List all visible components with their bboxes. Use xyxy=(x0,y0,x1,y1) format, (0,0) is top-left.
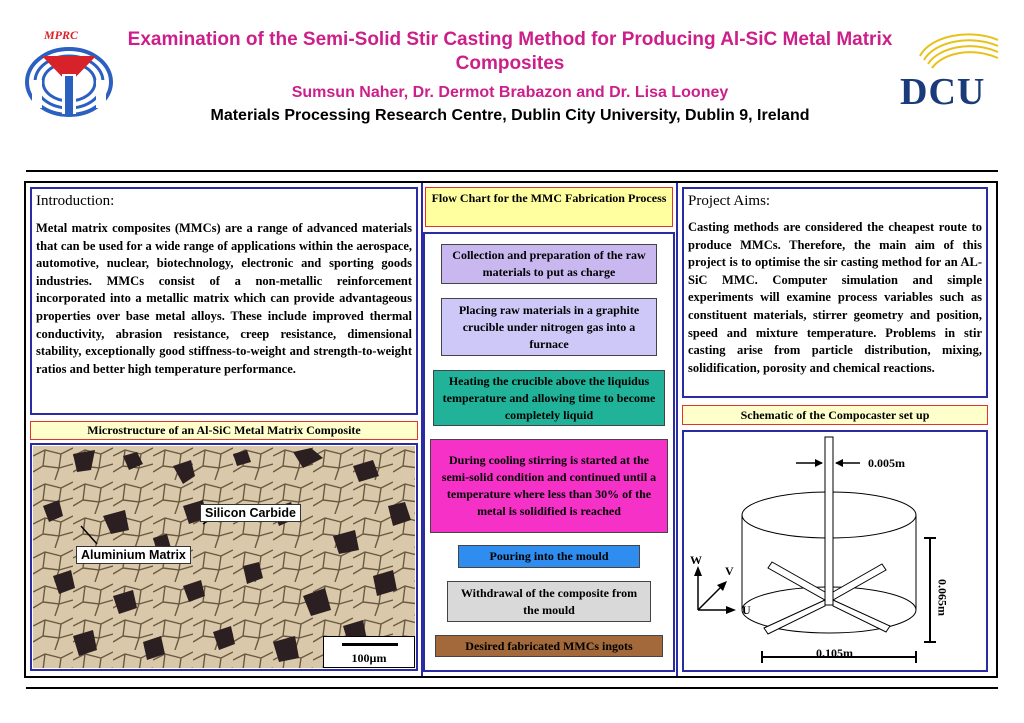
scale-bar-label: 100µm xyxy=(351,651,387,665)
poster-title: Examination of the Semi-Solid Stir Casting Method for Producing Al-SiC Metal Matrix Composites xyxy=(127,29,893,74)
aims-heading: Project Aims: xyxy=(688,193,771,209)
dim-shaft-label: 0.005m xyxy=(868,456,905,470)
header-divider xyxy=(26,170,998,172)
flow-title: Flow Chart for the MMC Fabrication Process xyxy=(425,187,673,227)
aims-box xyxy=(682,187,988,398)
label-aluminium-matrix: Aluminium Matrix xyxy=(76,546,191,564)
axis-w-label: W xyxy=(690,553,702,567)
intro-heading: Introduction: xyxy=(36,193,115,209)
dim-height-label: 0.065m xyxy=(935,579,950,616)
aims-text: Casting methods are considered the cheapest route to produce MMCs. Therefore, the main aim of this project is to optimise the sir casting method for an AL-SiC MMC. Computer simulation and simple experiments will examine process variables such as constituent materials, stirrer geometry and position, speed and mixture temperature. Problems in stir casting arise from particle distribution, mixing, solidification, porosity and chemical reactions. xyxy=(688,220,982,375)
axis-u-label: U xyxy=(742,603,751,617)
flow-step-2: Placing raw materials in a graphite crucible under nitrogen gas into a furnace xyxy=(441,298,657,356)
micro-caption: Microstructure of an Al-SiC Metal Matrix Composite xyxy=(30,421,418,440)
flow-step-4: During cooling stirring is started at the semi-solid condition and continued until a temperature where less than 30% of the metal is solidified is reached xyxy=(430,439,668,533)
flow-step-3: Heating the crucible above the liquidus temperature and allowing time to become completely liquid xyxy=(433,370,665,426)
flow-step-7: Desired fabricated MMCs ingots xyxy=(435,635,663,657)
column-divider-right xyxy=(676,183,678,676)
compocaster-schematic xyxy=(684,432,986,670)
flow-step-1: Collection and preparation of the raw materials to put as charge xyxy=(441,244,657,284)
poster-authors: Sumsun Naher, Dr. Dermot Brabazon and Dr. Lisa Looney xyxy=(291,84,729,101)
flow-step-6: Withdrawal of the composite from the mould xyxy=(447,581,651,622)
poster-affiliation: Materials Processing Research Centre, Dublin City University, Dublin 9, Ireland xyxy=(210,107,810,124)
axis-v-label: V xyxy=(725,564,734,578)
scale-bar-box xyxy=(323,636,415,668)
footer-divider xyxy=(26,687,998,689)
mprc-label: MPRC xyxy=(44,28,79,42)
label-silicon-carbide: Silicon Carbide xyxy=(200,504,301,522)
flow-step-5: Pouring into the mould xyxy=(458,545,640,568)
dcu-logo-text: DCU xyxy=(900,71,986,113)
scale-bar-line xyxy=(342,643,398,646)
schematic-caption: Schematic of the Compocaster set up xyxy=(682,405,988,425)
intro-text: Metal matrix composites (MMCs) are a range of advanced materials that can be used for a wide range of applications within the aerospace, automotive, nuclear, biotechnology, electronic and sporting goods industries. MMCs consist of a non-metallic reinforcement incorporated into a metallic matrix which can provide advantageous properties over base metal alloys. These include improved thermal conductivity, abrasion resistance, creep resistance, dimensional stability, exceptionally good stiffness-to-weight and strength-to-weight ratios and better high temperature performance. xyxy=(36,221,412,376)
dim-width-label: 0.105m xyxy=(816,646,853,660)
intro-box xyxy=(30,187,418,415)
